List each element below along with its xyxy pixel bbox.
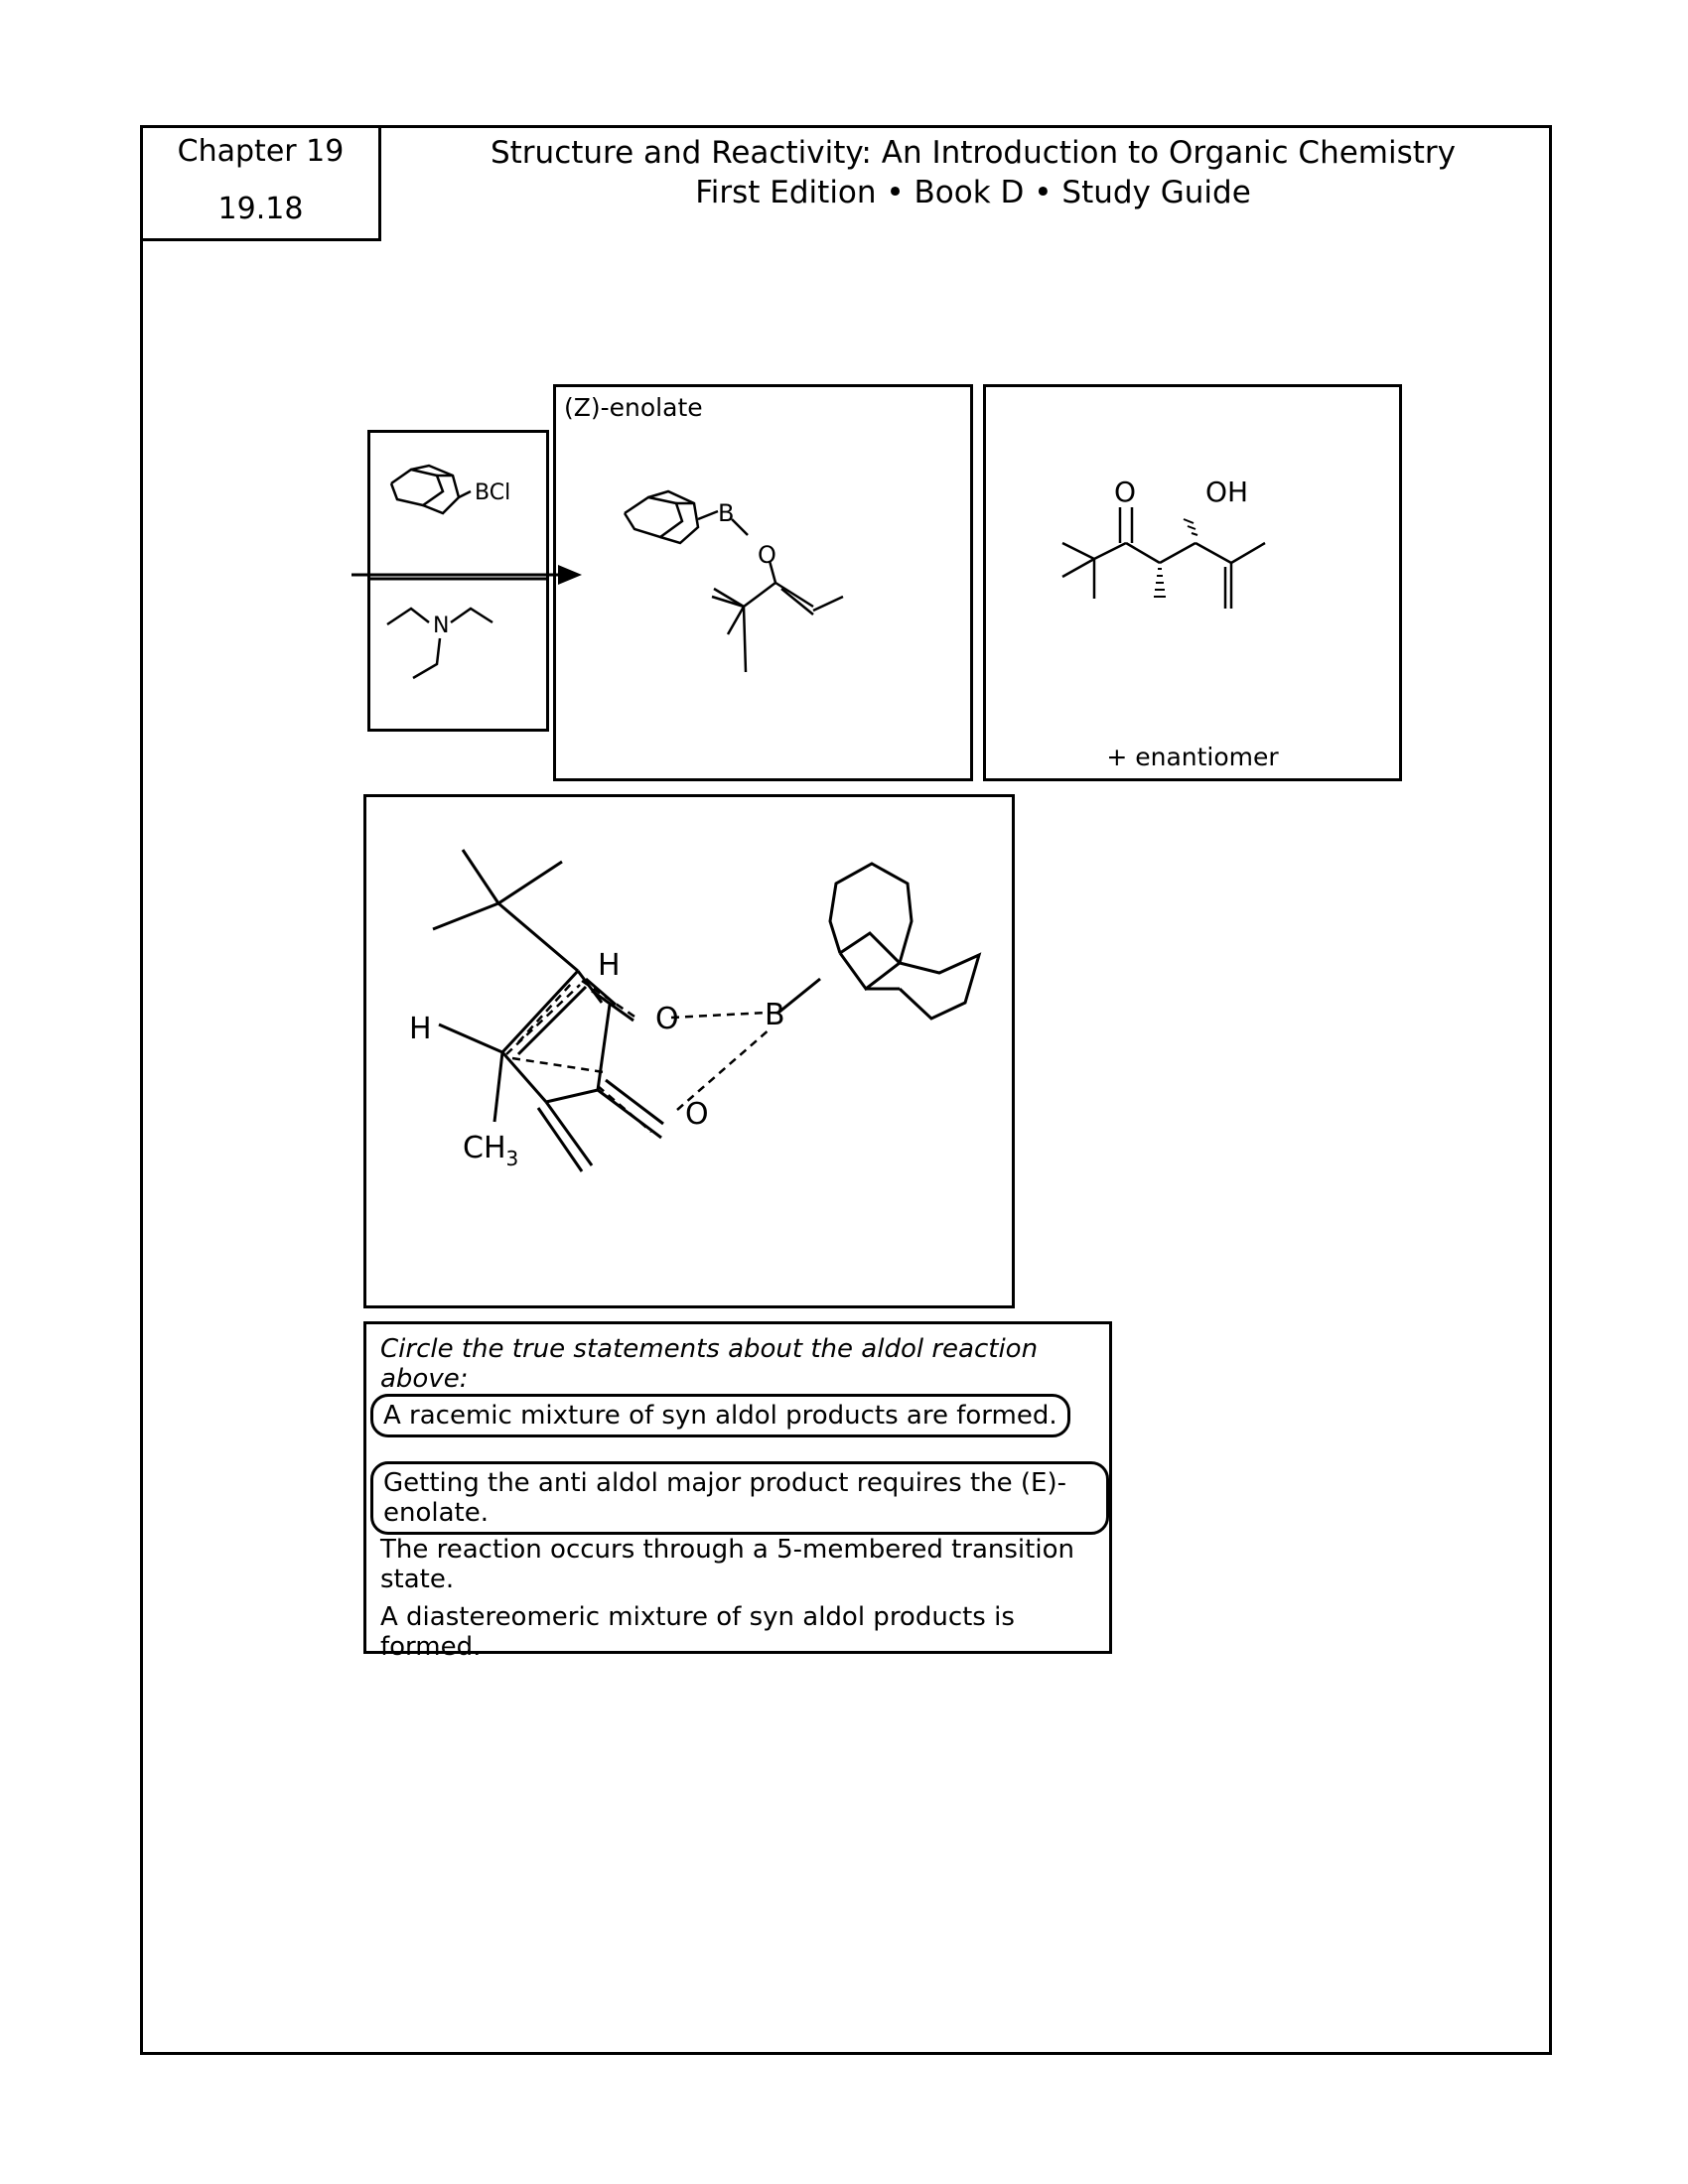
option-2[interactable] xyxy=(370,1461,1109,1535)
title-line-2: First Edition • Book D • Study Guide xyxy=(695,175,1251,210)
product-structure xyxy=(983,384,1402,781)
transition-state-structure xyxy=(363,794,1015,1308)
option-1-text: A racemic mixture of syn aldol products are formed. xyxy=(383,1401,1057,1431)
problem-number: 19.18 xyxy=(217,192,304,226)
ts-o-upper: O xyxy=(655,1002,679,1036)
option-3-text: The reaction occurs through a 5-membered transition state. xyxy=(380,1535,1074,1594)
ts-boron: B xyxy=(765,998,785,1032)
question-box xyxy=(363,1321,1112,1662)
title-line-1: Structure and Reactivity: An Introduction to Organic Chemistry xyxy=(490,135,1457,171)
option-3[interactable] xyxy=(380,1535,1109,1594)
option-4[interactable] xyxy=(380,1602,1109,1662)
enolate-oxygen: O xyxy=(758,541,776,569)
reaction-arrow xyxy=(348,561,586,591)
enolate-boron: B xyxy=(718,499,735,527)
ts-h-left: H xyxy=(409,1012,432,1046)
chapter-label: Chapter 19 xyxy=(177,134,345,169)
chapter-box xyxy=(140,125,381,241)
enolate-panel xyxy=(553,384,973,781)
bcl-label: BCl xyxy=(475,480,511,505)
option-4-text: A diastereomeric mixture of syn aldol products is formed. xyxy=(380,1602,1015,1662)
stereo-hash-wedges xyxy=(1154,519,1197,597)
ts-ch3: $CH_3$ xyxy=(463,1131,519,1170)
option-2-text: Getting the anti aldol major product requires the (E)-enolate. xyxy=(383,1468,1066,1528)
bbn-chloride-structure xyxy=(391,466,471,513)
product-ketone-o: O xyxy=(1114,476,1137,508)
transition-state-panel xyxy=(363,794,1015,1308)
amine-n-label: N xyxy=(433,614,450,638)
product-panel xyxy=(983,384,1402,781)
question-prompt: Circle the true statements about the aldol reaction above: xyxy=(380,1334,1039,1394)
option-1[interactable] xyxy=(370,1394,1070,1437)
page-title xyxy=(397,133,1549,212)
ts-o-lower: O xyxy=(685,1097,709,1132)
enolate-label: (Z)-enolate xyxy=(564,393,703,422)
ts-h-top: H xyxy=(598,948,621,983)
enantiomer-note: + enantiomer xyxy=(1106,743,1279,771)
product-hydroxyl: OH xyxy=(1205,476,1249,508)
enolate-structure xyxy=(553,384,973,781)
